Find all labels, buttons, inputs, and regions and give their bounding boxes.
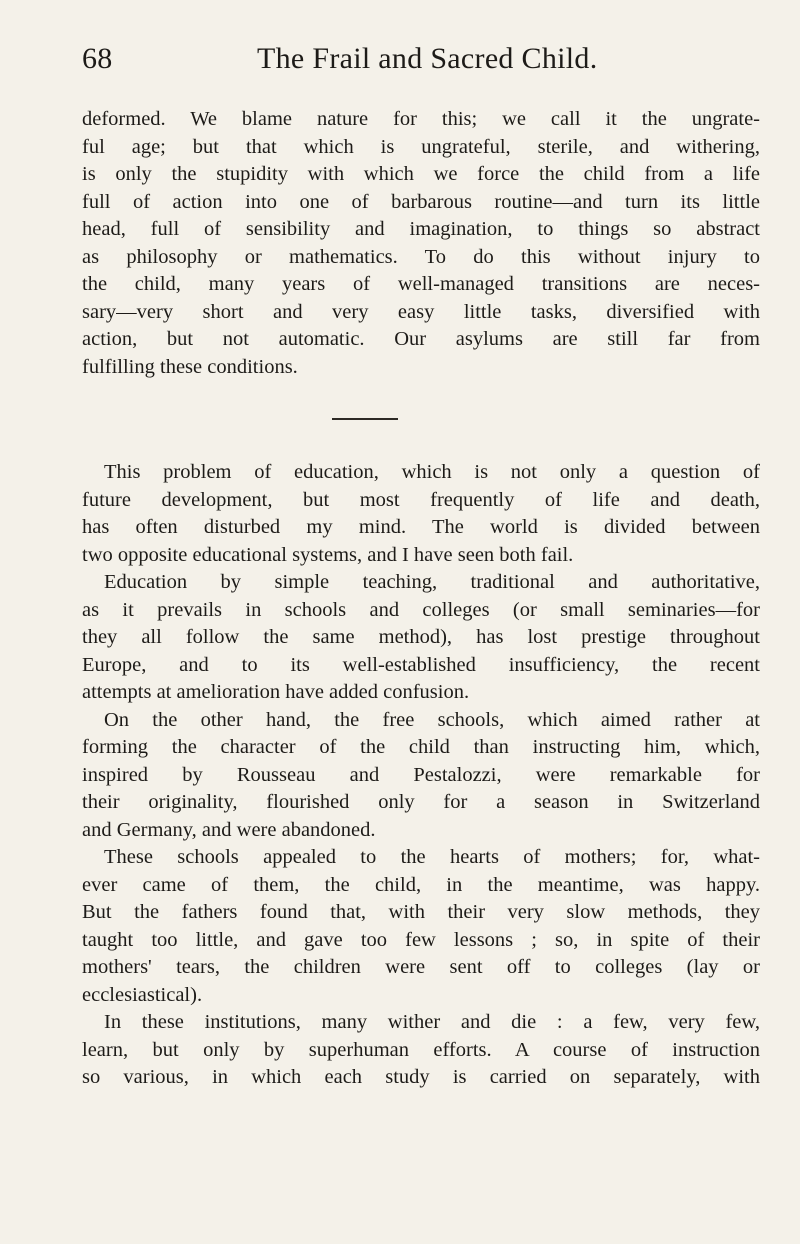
text-line: fulfilling these conditions. — [82, 355, 298, 378]
paragraph-2 — [82, 459, 760, 569]
text-line: Europe, and to its well-established insufficiency, the recent — [82, 653, 760, 676]
text-line: But the fathers found that, with their very slow methods, they — [82, 901, 760, 923]
text-line: ful age; but that which is ungrateful, sterile, and withering, — [82, 135, 760, 158]
running-head — [82, 42, 760, 86]
text-line: Education by simple teaching, traditional and authoritative, — [104, 571, 760, 593]
text-line: deformed. We blame nature for this; we call it the ungrate- — [82, 108, 760, 130]
text-line: action, but not automatic. Our asylums are still far from — [82, 328, 760, 350]
text-line: future development, but most frequently of life and death, — [82, 488, 760, 511]
text-line: mothers' tears, the children were sent off to colleges (lay or — [82, 956, 760, 978]
text-line: ecclesiastical). — [82, 983, 203, 1006]
paragraph-6 — [82, 1009, 760, 1092]
text-line: taught too little, and gave too few lessons ; so, in spite of their — [82, 928, 760, 951]
running-title: The Frail and Sacred Child. — [257, 42, 598, 75]
text-line: so various, in which each study is carried on separately, with — [82, 1066, 760, 1088]
text-line: ever came of them, the child, in the meantime, was happy. — [82, 873, 760, 896]
text-line: forming the character of the child than instructing him, which, — [82, 736, 760, 758]
page-number: 68 — [82, 42, 113, 75]
text-line: and Germany, and were abandoned. — [82, 818, 376, 841]
text-line: they all follow the same method), has lost prestige throughout — [82, 626, 760, 648]
text-line: head, full of sensibility and imagination, to things so abstract — [82, 218, 760, 240]
text-line: two opposite educational systems, and I have seen both fail. — [82, 543, 574, 566]
paragraph-1 — [82, 106, 760, 381]
text-line: These schools appealed to the hearts of mothers; for, what- — [104, 846, 760, 868]
text-line: as philosophy or mathematics. To do this without injury to — [82, 245, 760, 268]
body-text — [82, 106, 760, 1092]
text-line: In these institutions, many wither and die : a few, very few, — [104, 1011, 760, 1033]
text-line: attempts at amelioration have added confusion. — [82, 681, 470, 703]
text-line: has often disturbed my mind. The world is divided between — [82, 516, 760, 538]
text-line: On the other hand, the free schools, which aimed rather at — [104, 708, 760, 731]
paragraph-5 — [82, 844, 760, 1009]
text-line: is only the stupidity with which we force the child from a life — [82, 163, 760, 185]
text-line: sary—very short and very easy little tasks, diversified with — [82, 300, 760, 323]
text-line: as it prevails in schools and colleges (or small seminaries—for — [82, 598, 760, 621]
text-line: learn, but only by superhuman efforts. A course of instruction — [82, 1038, 760, 1061]
text-line: This problem of education, which is not only a question of — [104, 461, 760, 483]
paragraph-4 — [82, 707, 760, 845]
text-line: the child, many years of well-managed transitions are neces- — [82, 273, 760, 295]
paragraph-3 — [82, 569, 760, 707]
text-line: their originality, flourished only for a season in Switzerland — [82, 791, 760, 813]
section-divider — [332, 418, 398, 420]
text-line: inspired by Rousseau and Pestalozzi, were remarkable for — [82, 763, 760, 786]
text-line: full of action into one of barbarous routine—and turn its little — [82, 190, 760, 213]
